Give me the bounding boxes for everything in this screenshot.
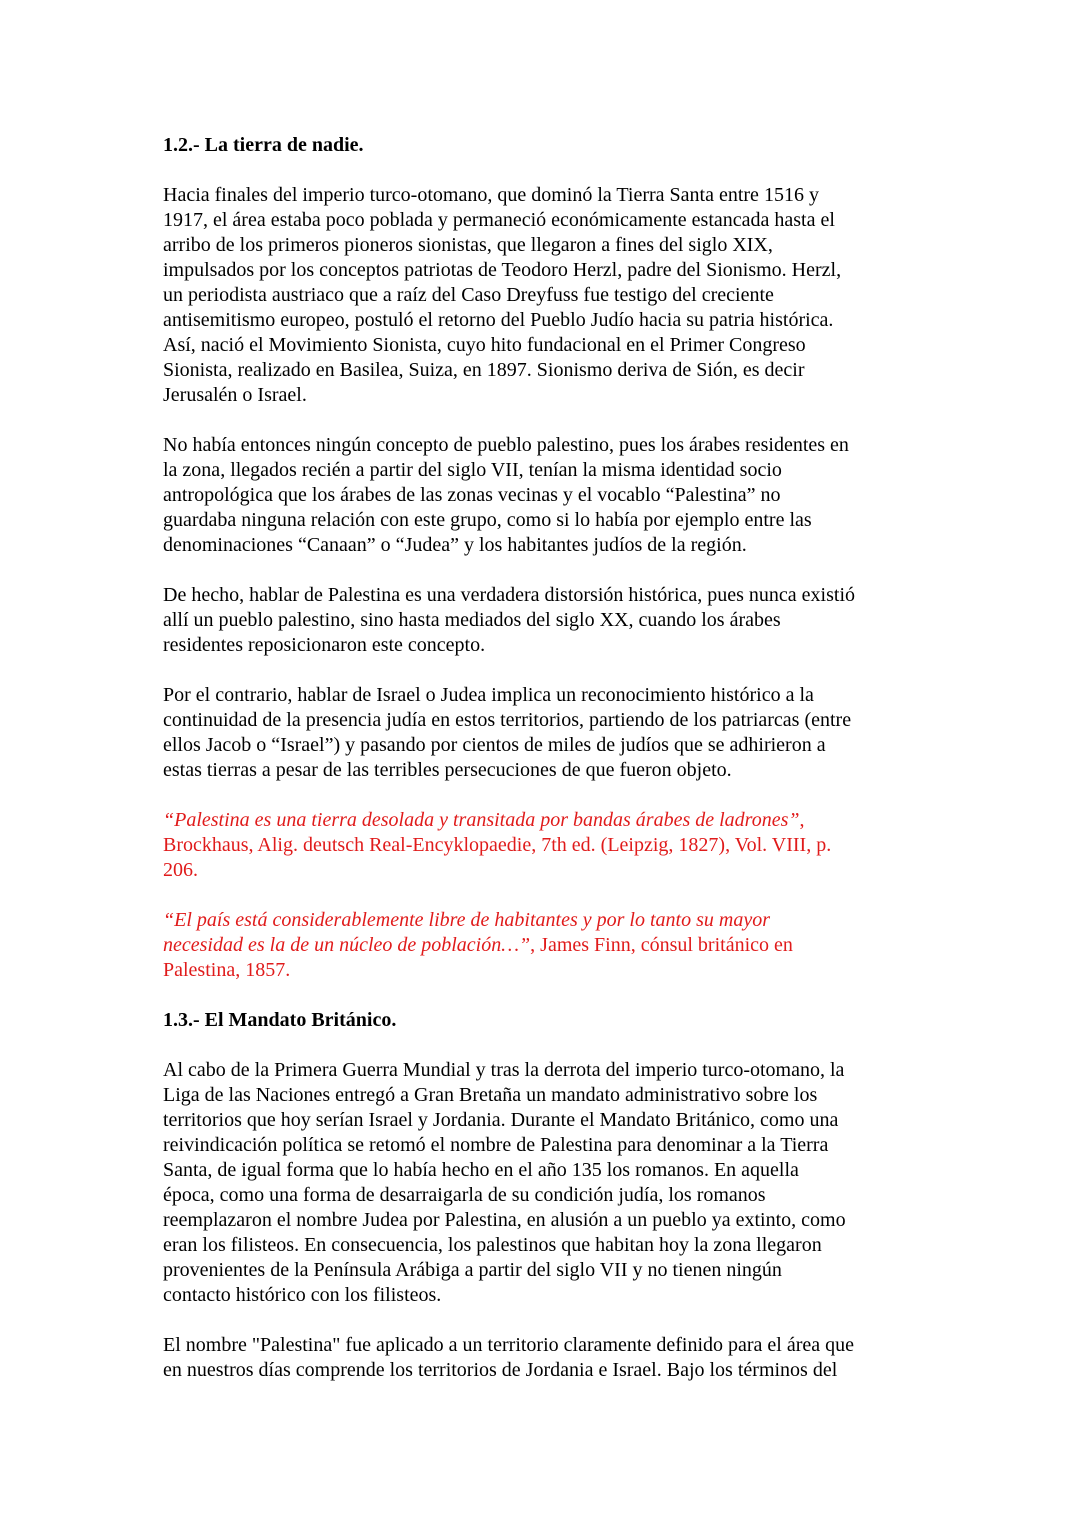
- quote-italic: necesidad es la de un núcleo de población…”: [163, 934, 531, 956]
- quote-line: [163, 808, 855, 833]
- text-line: la zona, llegados recién a partir del siglo VII, tenían la misma identidad socio: [163, 459, 782, 481]
- text-line: provenientes de la Península Arábiga a partir del siglo VII y no tienen ningún: [163, 1259, 782, 1281]
- text-line: eran los filisteos. En consecuencia, los palestinos que habitan hoy la zona llegaron: [163, 1234, 822, 1256]
- quote-line: 206.: [163, 859, 198, 881]
- quote-italic: “Palestina es una tierra desolada y transitada por bandas árabes de ladrones”: [163, 809, 800, 831]
- quote-line: Palestina, 1857.: [163, 959, 291, 981]
- section-heading: 1.3.- El Mandato Británico.: [163, 1009, 397, 1031]
- text-line: Jerusalén o Israel.: [163, 384, 307, 406]
- paragraph: [163, 583, 855, 658]
- text-line: guardaba ninguna relación con este grupo, como si lo había por ejemplo entre las: [163, 509, 812, 531]
- paragraph: [163, 433, 855, 558]
- text-line: Al cabo de la Primera Guerra Mundial y tras la derrota del imperio turco-otomano, la: [163, 1059, 845, 1081]
- text-line: Sionista, realizado en Basilea, Suiza, en 1897. Sionismo deriva de Sión, es decir: [163, 359, 805, 381]
- quote-block: [163, 908, 855, 983]
- document-page: [163, 133, 855, 1408]
- text-line: en nuestros días comprende los territorios de Jordania e Israel. Bajo los términos del: [163, 1359, 838, 1381]
- text-line: Así, nació el Movimiento Sionista, cuyo hito fundacional en el Primer Congreso: [163, 334, 806, 356]
- paragraph: [163, 683, 855, 783]
- text-line: estas tierras a pesar de las terribles persecuciones de que fueron objeto.: [163, 759, 732, 781]
- text-line: territorios que hoy serían Israel y Jordania. Durante el Mandato Británico, como una: [163, 1109, 839, 1131]
- paragraph: [163, 1333, 855, 1383]
- text-line: antisemitismo europeo, postuló el retorno del Pueblo Judío hacia su patria histórica.: [163, 309, 834, 331]
- text-line: arribo de los primeros pioneros sionistas, que llegaron a fines del siglo XIX,: [163, 234, 773, 256]
- text-line: allí un pueblo palestino, sino hasta mediados del siglo XX, cuando los árabes: [163, 609, 781, 631]
- text-line: 1917, el área estaba poco poblada y permaneció económicamente estancada hasta el: [163, 209, 835, 231]
- text-line: El nombre "Palestina" fue aplicado a un territorio claramente definido para el área que: [163, 1334, 855, 1356]
- paragraph: [163, 183, 855, 408]
- quote-block: [163, 808, 855, 883]
- text-line: ellos Jacob o “Israel”) y pasando por cientos de miles de judíos que se adhirieron a: [163, 734, 826, 756]
- text-line: reemplazaron el nombre Judea por Palestina, en alusión a un pueblo ya extinto, como: [163, 1209, 846, 1231]
- text-line: Santa, de igual forma que lo había hecho en el año 135 los romanos. En aquella: [163, 1159, 799, 1181]
- text-line: antropológica que los árabes de las zonas vecinas y el vocablo “Palestina” no: [163, 484, 781, 506]
- text-line: época, como una forma de desarraigarla de su condición judía, los romanos: [163, 1184, 766, 1206]
- quote-line: [163, 833, 855, 858]
- text-line: residentes reposicionaron este concepto.: [163, 634, 486, 656]
- text-line: un periodista austriaco que a raíz del Caso Dreyfuss fue testigo del creciente: [163, 284, 774, 306]
- text-line: Liga de las Naciones entregó a Gran Bretaña un mandato administrativo sobre los: [163, 1084, 818, 1106]
- quote-citation: , James Finn, cónsul británico en: [530, 934, 793, 956]
- text-line: reivindicación política se retomó el nombre de Palestina para denominar a la Tierra: [163, 1134, 829, 1156]
- section-heading: 1.2.- La tierra de nadie.: [163, 134, 364, 156]
- text-line: Por el contrario, hablar de Israel o Judea implica un reconocimiento histórico a la: [163, 684, 814, 706]
- text-line: continuidad de la presencia judía en estos territorios, partiendo de los patriarcas (entre: [163, 709, 852, 731]
- quote-italic: “El país está considerablemente libre de habitantes y por lo tanto su mayor: [163, 909, 770, 931]
- quote-citation: Brockhaus, Alig. deutsch Real-Encyklopaedie, 7th ed. (Leipzig, 1827), Vol. VIII, p.: [163, 834, 832, 856]
- text-line: contacto histórico con los filisteos.: [163, 1284, 442, 1306]
- text-line: impulsados por los conceptos patriotas de Teodoro Herzl, padre del Sionismo. Herzl,: [163, 259, 842, 281]
- quote-line: [163, 908, 855, 933]
- paragraph: [163, 1058, 855, 1308]
- text-line: No había entonces ningún concepto de pueblo palestino, pues los árabes residentes en: [163, 434, 849, 456]
- text-line: De hecho, hablar de Palestina es una verdadera distorsión histórica, pues nunca existió: [163, 584, 856, 606]
- text-line: Hacia finales del imperio turco-otomano, que dominó la Tierra Santa entre 1516 y: [163, 184, 819, 206]
- quote-citation: ,: [799, 809, 805, 831]
- text-line: denominaciones “Canaan” o “Judea” y los habitantes judíos de la región.: [163, 534, 747, 556]
- quote-line: [163, 933, 855, 958]
